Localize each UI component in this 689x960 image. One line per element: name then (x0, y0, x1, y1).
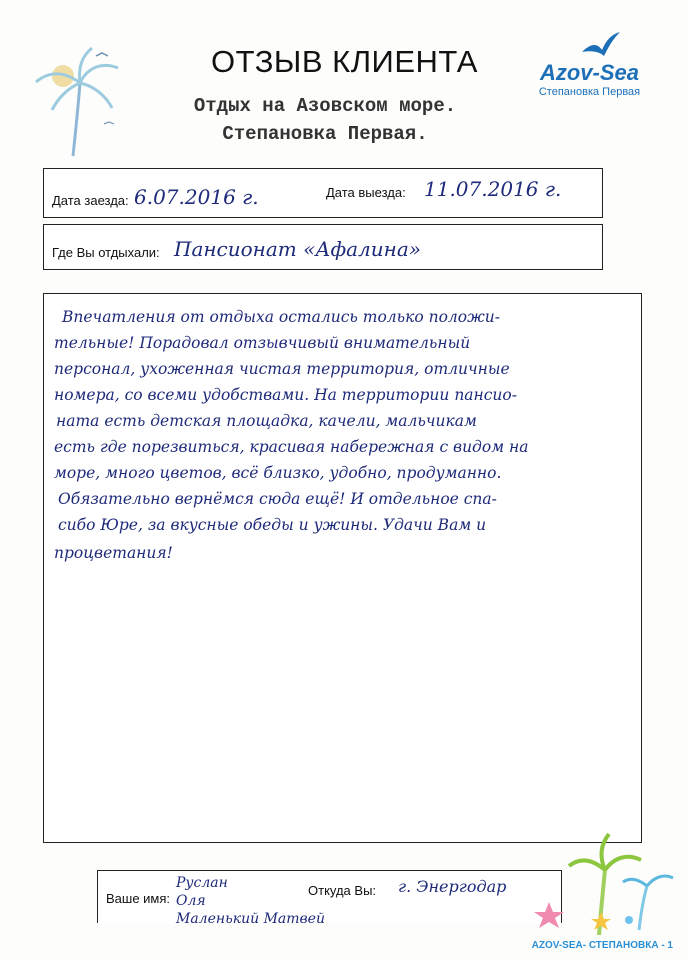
logo-subtitle: Степановка Первая (538, 86, 641, 98)
review-box (43, 293, 642, 843)
place-box (43, 224, 603, 270)
name-value: Руслан (176, 875, 228, 891)
dates-box (43, 168, 603, 218)
name-label: Ваше имя: (106, 891, 171, 906)
footer-box (97, 870, 562, 927)
place-value: Пансионат «Афалина» (174, 237, 421, 261)
place-label: Где Вы отдыхали: (52, 245, 160, 260)
seagull-icon (580, 30, 622, 62)
review-line: ната есть детская площадка, качели, мальчикам (56, 412, 477, 430)
logo-name: Azov-Sea (539, 60, 640, 85)
azov-sea-logo (532, 30, 647, 105)
subtitle-line-1: Отдых на Азовском море. (193, 95, 457, 117)
page-title: ОТЗЫВ КЛИЕНТА (211, 44, 478, 79)
palm-beach-icon (529, 820, 679, 940)
review-line: Впечатления от отдыха остались только положи- (62, 308, 500, 326)
from-label: Откуда Вы: (308, 883, 377, 898)
review-line: персонал, ухоженная чистая территория, отличные (54, 360, 510, 378)
review-line: море, много цветов, всё близко, удобно, продуманно. (54, 464, 502, 482)
arrival-value: 6.07.2016 г. (134, 185, 259, 209)
departure-value: 11.07.2016 г. (424, 177, 562, 201)
departure-label: Дата выезда: (326, 185, 406, 200)
name-value: Маленький Матвей (176, 911, 325, 927)
review-line: есть где порезвиться, красивая набережная с видом на (54, 438, 529, 456)
from-value: г. Энергодар (398, 877, 507, 896)
arrival-label: Дата заезда: (52, 193, 129, 208)
review-line: сибо Юре, за вкусные обеды и ужины. Удачи Вам и (58, 516, 487, 534)
review-line: Обязательно вернёмся сюда ещё! И отдельное спа- (58, 490, 497, 508)
review-line: процветания! (54, 544, 173, 562)
page-footer-label: AZOV-SEA- СТЕПАНОВКА - 1 (531, 940, 673, 951)
subtitle-line-2: Степановка Первая. (222, 123, 428, 145)
review-line: тельные! Порадовал отзывчивый внимательный (54, 334, 471, 352)
review-line: номера, со всеми удобствами. На территории пансио- (54, 386, 517, 404)
name-value: Оля (176, 893, 206, 909)
